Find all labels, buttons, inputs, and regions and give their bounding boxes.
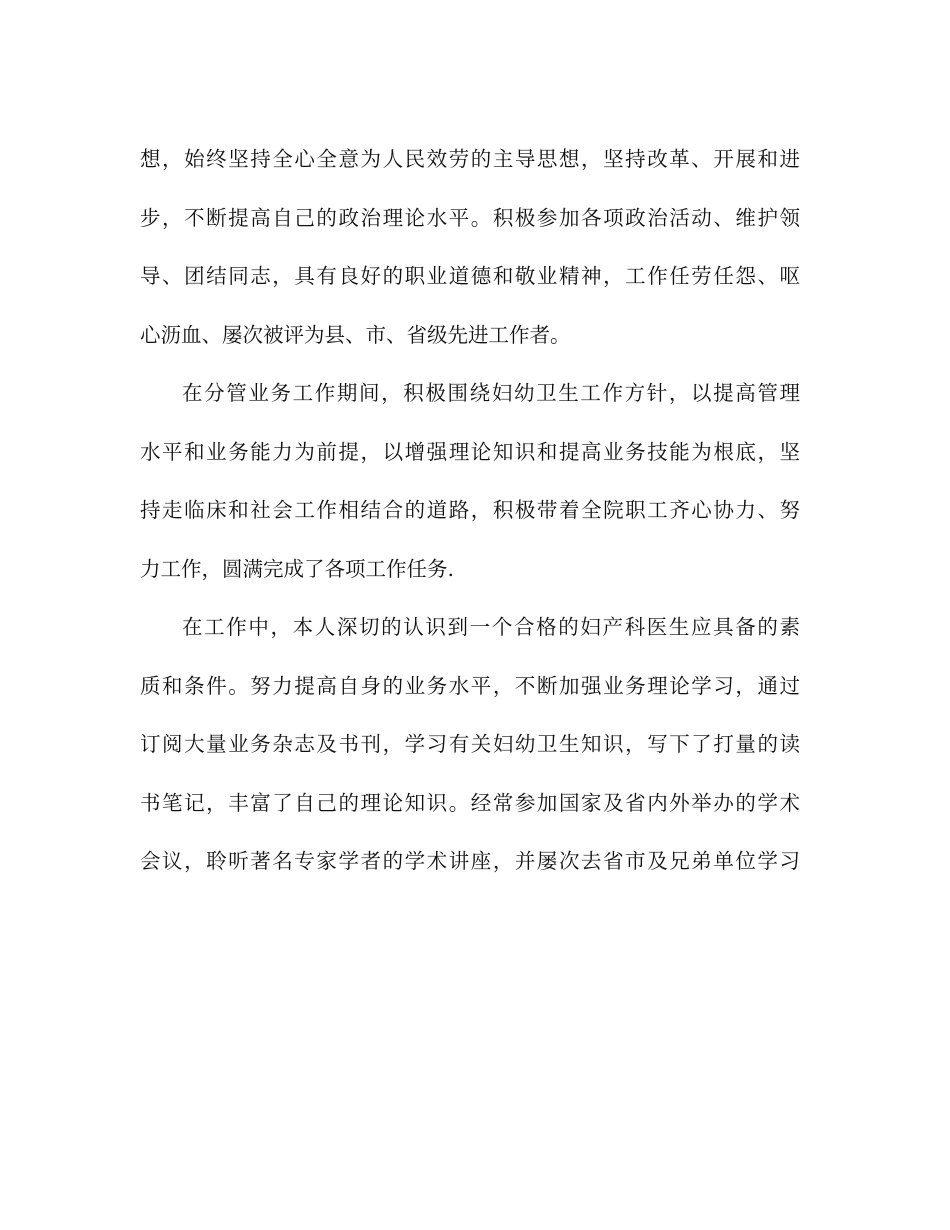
text-line: 力工作，圆满完成了各项工作任务. [140, 556, 455, 581]
text-line: 在分管业务工作期间，积极围绕妇幼卫生工作方针，以提高管理 [182, 381, 800, 405]
paragraph-3 [140, 598, 800, 891]
paragraph-1 [140, 130, 800, 364]
text-line: 会议，聆听著名专家学者的学术讲座，并屡次去省市及兄弟单位学习 [140, 849, 800, 873]
paragraph-2 [140, 364, 800, 598]
text-line: 水平和业务能力为前提，以增强理论知识和提高业务技能为根底，坚 [140, 439, 800, 464]
text-line: 书笔记，丰富了自己的理论知识。经常参加国家及省内外举办的学术 [140, 790, 800, 815]
text-line: 在工作中，本人深切的认识到一个合格的妇产科医生应具备的素 [182, 615, 800, 639]
text-line: 质和条件。努力提高自身的业务水平，不断加强业务理论学习，通过 [140, 673, 800, 698]
text-line: 步，不断提高自己的政治理论水平。积极参加各项政治活动、维护领 [140, 205, 800, 230]
text-line: 心沥血、屡次被评为县、市、省级先进工作者。 [140, 322, 571, 347]
text-line: 订阅大量业务杂志及书刊，学习有关妇幼卫生知识，写下了打量的读 [140, 732, 800, 756]
text-line: 想，始终坚持全心全意为人民效劳的主导思想，坚持改革、开展和进 [140, 147, 800, 171]
text-line: 持走临床和社会工作相结合的道路，积极带着全院职工齐心协力、努 [140, 498, 800, 522]
text-line: 导、团结同志，具有良好的职业道德和敬业精神，工作任劳任怨、呕 [140, 264, 800, 288]
document-body [140, 130, 800, 891]
